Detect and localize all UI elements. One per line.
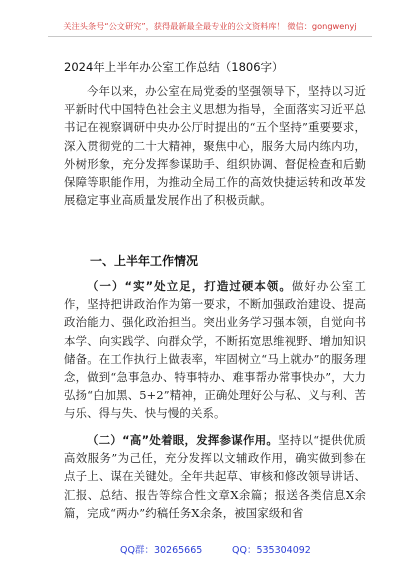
item-two-heading: （二）“高”处着眼，发挥参谋作用。 xyxy=(87,433,279,447)
item-two-paragraph xyxy=(64,431,366,539)
intro-paragraph: 今年以来，办公室在局党委的坚强领导下，坚持以习近平新时代中国特色社会主义思想为指导，全面落实习近平总书记在视察调研中央办公厅时提出的“五个坚持”重要要求，深入贯彻党的二十大精神，聚焦中心，服务大局内练内功，外树形象，充分发挥参谋助手、组织协调、督促检查和后勤保障等职能作用，为推动全局工作的高效快捷运转和改革发展稳定事业高质量发展作出了积极贡献。 xyxy=(64,84,366,208)
promo-header-banner: 关注头条号“公文研究”，获得最新最全最专业的公文资料库！ 微信：gongwenyj xyxy=(48,16,372,37)
contact-footer xyxy=(64,541,368,561)
item-two-body: 坚持以“提供优质高效服务”为己任，充分发挥以文辅政作用，确实做到参在点子上、谋在关键处。全年共起草、审核和修改领导讲话、汇报、总结、报告等综合性文章X余篇；报送各类信息X余篇，完成“两办”约稿任务X余条，被国家级和省 xyxy=(64,433,366,520)
section-heading: 一、上半年工作情况 xyxy=(90,254,199,268)
item-one-body: 做好办公室工作，坚持把讲政治作为第一要求，不断加强政治建设、提高政治能力、强化政治担当。突出业务学习强本领，自觉向书本学、向实践学、向群众学，不断拓宽思维视野、增加知识储备。在工作执行上做表率，牢固树立“马上就办”的服务理念，做到“急事急办、特事特办、难事帮办常事快办”，大力弘扬“白加黑、5+2”精神，正确处理好公与私、义与利、苦与乐、得与失、快与慢的关系。 xyxy=(64,279,366,421)
qq-group-text: QQ群：30265665 xyxy=(120,545,203,556)
qq-contact-text: QQ：535304092 xyxy=(232,545,311,556)
item-one-heading: （一）“实”处立足，打造过硬本领。 xyxy=(87,279,292,293)
document-title: 2024年上半年办公室工作总结（1806字） xyxy=(64,60,284,74)
item-one-paragraph xyxy=(64,277,366,423)
